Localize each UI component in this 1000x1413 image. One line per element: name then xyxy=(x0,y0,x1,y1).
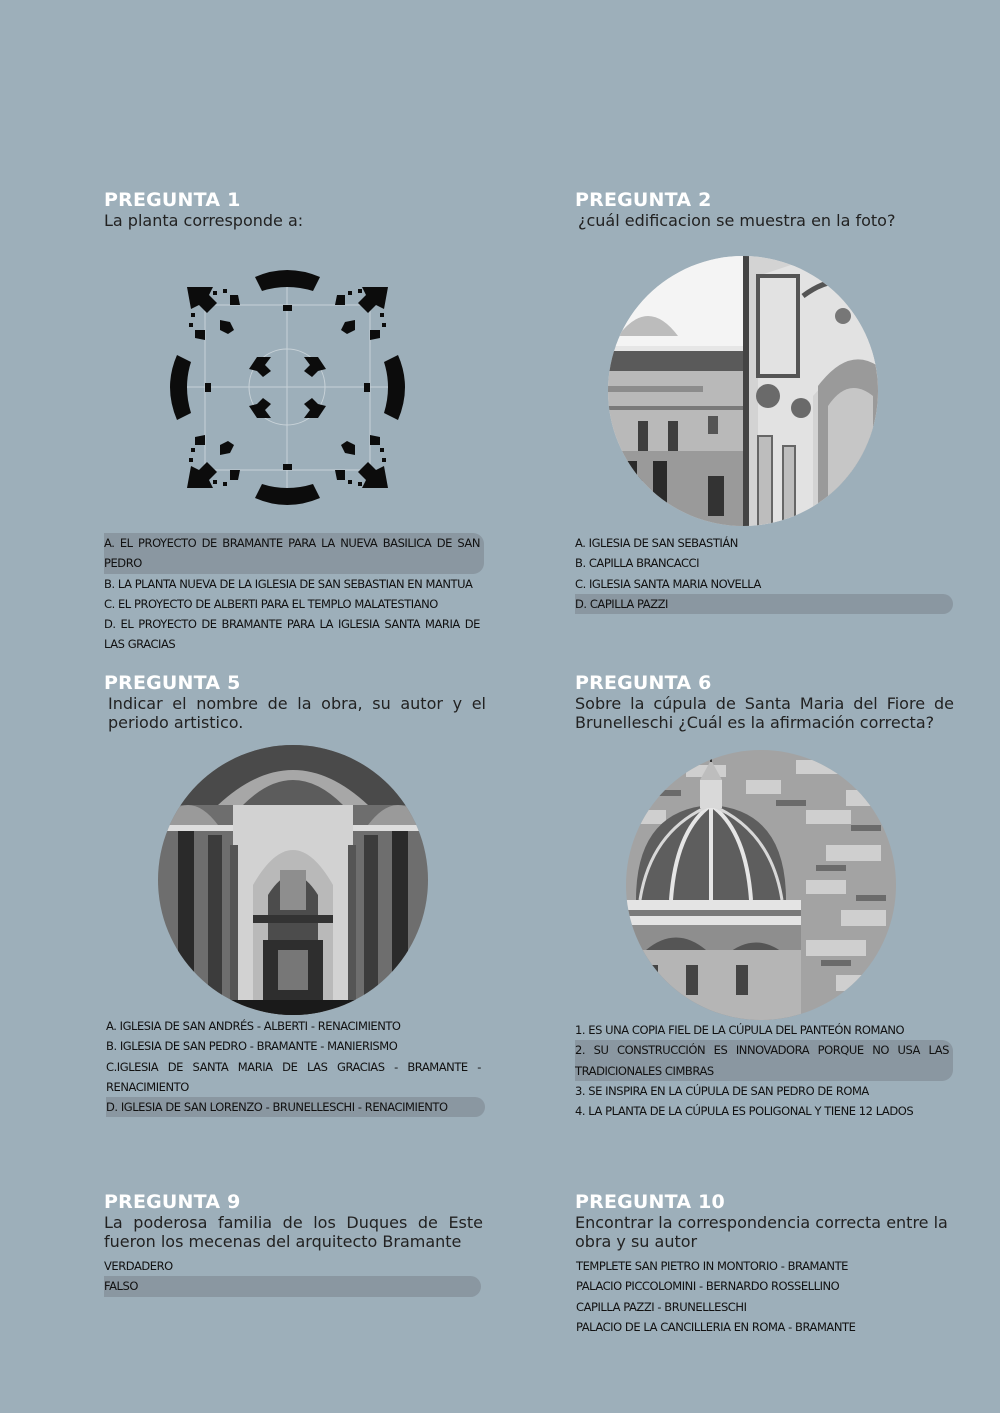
option-a[interactable]: A. IGLESIA DE SAN ANDRÉS - ALBERTI - RENACIMIENTO xyxy=(106,1019,401,1033)
option-a[interactable]: A. IGLESIA DE SAN SEBASTIÁN xyxy=(575,536,738,550)
question-1-options xyxy=(104,533,484,655)
option-3[interactable]: CAPILLA PAZZI - BRUNELLESCHI xyxy=(576,1299,747,1314)
question-9 xyxy=(104,1191,483,1251)
question-5-text: Indicar el nombre de la obra, su autor y el periodo artistico. xyxy=(108,694,486,732)
option-2[interactable]: 2. SU CONSTRUCCIÓN ES INNOVADORA PORQUE NO USA LAS TRADICIONALES CIMBRAS xyxy=(575,1040,953,1081)
question-10 xyxy=(575,1191,954,1251)
question-1-text: La planta corresponde a: xyxy=(104,211,304,230)
question-2 xyxy=(575,189,957,230)
option-d[interactable]: D. EL PROYECTO DE BRAMANTE PARA LA IGLESIA SANTA MARIA DE LAS GRACIAS xyxy=(104,617,480,652)
question-1-title: PREGUNTA 1 xyxy=(104,189,241,211)
question-1 xyxy=(104,189,486,230)
question-5 xyxy=(104,672,486,732)
question-6-options xyxy=(575,1020,953,1121)
question-10-options xyxy=(576,1256,954,1337)
question-2-options xyxy=(575,533,953,614)
option-falso[interactable]: FALSO xyxy=(104,1276,481,1296)
question-6-text: Sobre la cúpula de Santa Maria del Fiore de Brunelleschi ¿Cuál es la afirmación correcta? xyxy=(575,694,954,732)
question-6-title: PREGUNTA 6 xyxy=(575,672,712,694)
option-4[interactable]: 4. LA PLANTA DE LA CÚPULA ES POLIGONAL Y TIENE 12 LADOS xyxy=(575,1104,914,1119)
option-1[interactable]: TEMPLETE SAN PIETRO IN MONTORIO - BRAMANTE xyxy=(576,1259,848,1273)
question-9-text: La poderosa familia de los Duques de Este fueron los mecenas del arquitecto Bramante xyxy=(104,1213,483,1251)
option-c[interactable]: C. EL PROYECTO DE ALBERTI PARA EL TEMPLO MALATESTIANO xyxy=(104,596,438,611)
pazzi-chapel-photo xyxy=(608,256,878,526)
option-d[interactable]: D. CAPILLA PAZZI xyxy=(575,594,953,614)
question-9-title: PREGUNTA 9 xyxy=(104,1191,241,1213)
florence-dome-photo xyxy=(626,750,896,1020)
option-b[interactable]: B. CAPILLA BRANCACCI xyxy=(575,556,700,571)
question-5-options xyxy=(106,1016,485,1117)
question-9-options xyxy=(104,1256,481,1297)
floor-plan-image xyxy=(165,265,410,515)
option-verdadero[interactable]: VERDADERO xyxy=(104,1259,173,1273)
question-10-text: Encontrar la correspondencia correcta entre la obra y su autor xyxy=(575,1213,948,1251)
question-2-text: ¿cuál edificacion se muestra en la foto? xyxy=(578,211,896,230)
option-4[interactable]: PALACIO DE LA CANCILLERIA EN ROMA - BRAMANTE xyxy=(576,1319,856,1334)
option-d[interactable]: D. IGLESIA DE SAN LORENZO - BRUNELLESCHI - RENACIMIENTO xyxy=(106,1097,485,1117)
option-b[interactable]: B. IGLESIA DE SAN PEDRO - BRAMANTE - MANIERISMO xyxy=(106,1039,398,1054)
option-1[interactable]: 1. ES UNA COPIA FIEL DE LA CÚPULA DEL PANTEÓN ROMANO xyxy=(575,1023,905,1037)
option-b[interactable]: B. LA PLANTA NUEVA DE LA IGLESIA DE SAN SEBASTIAN EN MANTUA xyxy=(104,576,473,591)
question-5-title: PREGUNTA 5 xyxy=(104,672,241,694)
question-6 xyxy=(575,672,954,732)
option-2[interactable]: PALACIO PICCOLOMINI - BERNARDO ROSSELLINO xyxy=(576,1279,840,1294)
option-3[interactable]: 3. SE INSPIRA EN LA CÚPULA DE SAN PEDRO DE ROMA xyxy=(575,1083,869,1098)
option-c[interactable]: C.IGLESIA DE SANTA MARIA DE LAS GRACIAS - BRAMANTE - RENACIMIENTO xyxy=(106,1059,481,1094)
question-10-title: PREGUNTA 10 xyxy=(575,1191,725,1213)
san-lorenzo-interior-photo xyxy=(158,745,428,1015)
question-2-title: PREGUNTA 2 xyxy=(575,189,712,211)
option-a[interactable]: A. EL PROYECTO DE BRAMANTE PARA LA NUEVA BASILICA DE SAN PEDRO xyxy=(104,533,484,574)
option-c[interactable]: C. IGLESIA SANTA MARIA NOVELLA xyxy=(575,576,761,591)
